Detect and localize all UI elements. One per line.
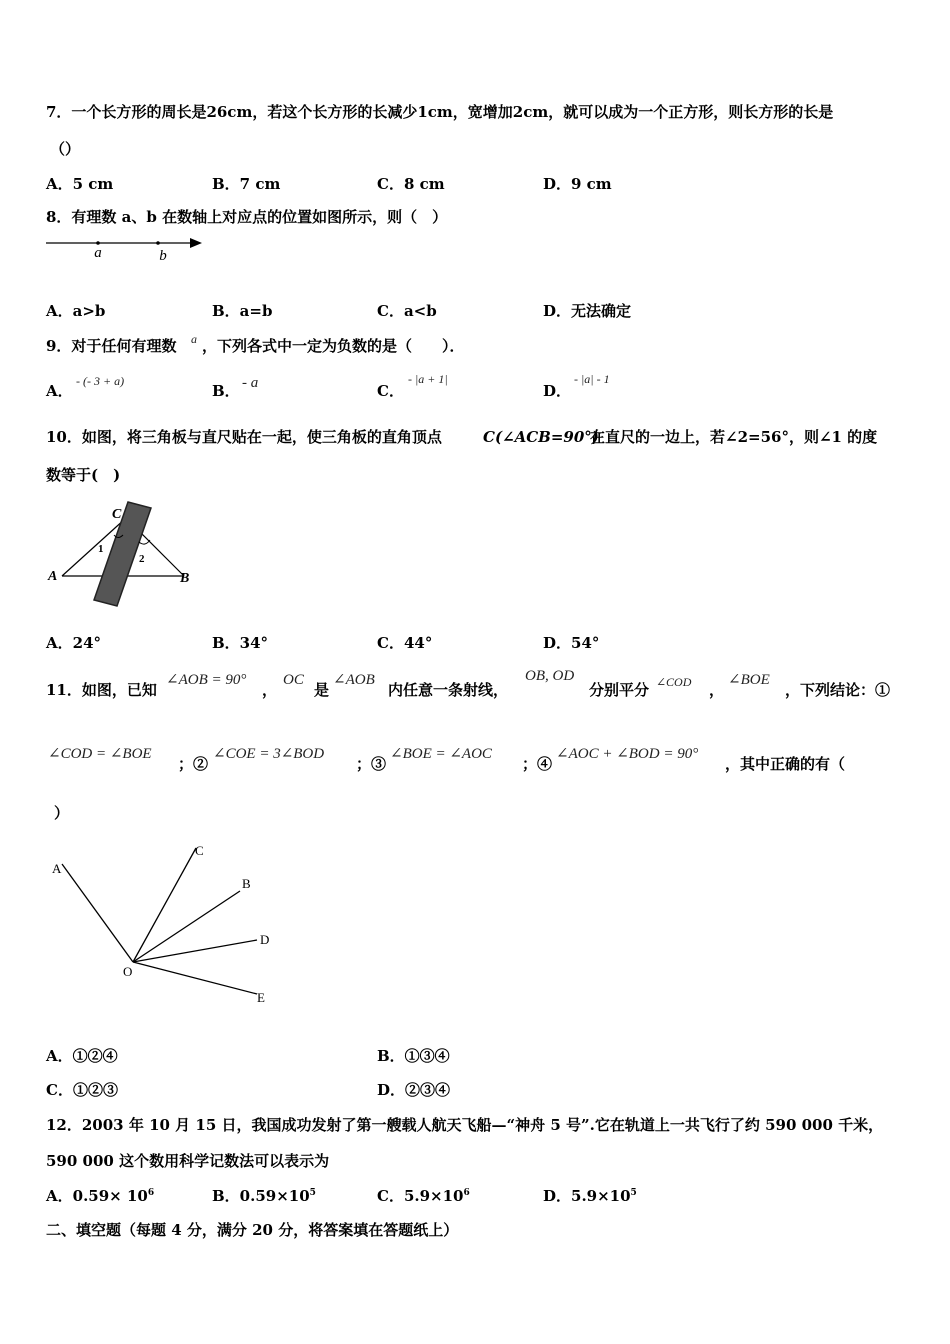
ray-ob — [133, 891, 240, 962]
q9-option-d-expr: - |a| - 1 — [574, 372, 610, 386]
q11-expr-cod: ∠COD — [656, 675, 692, 689]
q11-stem-part5: 分别平分 — [589, 681, 650, 699]
label-c: C — [195, 843, 204, 858]
q11-expr-oc: OC — [283, 672, 304, 688]
q10-option-d: D．54° — [543, 634, 600, 652]
q11-stem-part3: 是 — [314, 681, 330, 699]
q11-option-d: D．②③④ — [377, 1081, 451, 1099]
q8-number-line-figure — [40, 232, 210, 266]
q11-rays-figure — [44, 836, 284, 1012]
label-o: O — [123, 964, 133, 979]
q11-option-b: B．①③④ — [377, 1047, 450, 1065]
q8-option-c: C．a<b — [377, 302, 437, 320]
q11-conclusion-1: ∠COD = ∠BOE — [48, 746, 152, 762]
q11-option-a: A．①②④ — [46, 1047, 118, 1065]
q7-option-c: C．8 cm — [377, 175, 445, 193]
label-2: 2 — [139, 553, 145, 565]
q8-stem: 8．有理数 a、b 在数轴上对应点的位置如图所示，则（ ） — [46, 208, 448, 226]
q11-close-paren: ） — [54, 804, 70, 822]
q10-stem-line1-angle: C(∠ACB=90°) — [483, 428, 599, 446]
q10-stem-line2: 数等于( ) — [46, 466, 121, 484]
q11-stem-part4: 内任意一条射线， — [388, 681, 509, 699]
ray-oc — [133, 848, 196, 962]
q11-conclusion-3: ∠BOE = ∠AOC — [390, 746, 492, 762]
ray-oe — [133, 962, 257, 994]
q9-option-c-expr: - |a + 1| — [408, 372, 448, 386]
q11-conclusion-4: ∠AOC + ∠BOD = 90° — [556, 746, 699, 762]
q11-stem-part7: ，下列结论：① — [785, 681, 891, 699]
q12-option-b: B．$0.59\times 10^5$ — [212, 1187, 316, 1205]
q9-variable: a — [191, 332, 197, 346]
q10-stem-line1-part2: 在直尺的一边上，若∠2=56°，则∠1 的度 — [590, 428, 878, 446]
q12-stem-line2: 590 000 这个数用科学记数法可以表示为 — [46, 1152, 330, 1170]
label-b: b — [159, 248, 167, 264]
q11-option-c: C．①②③ — [46, 1081, 118, 1099]
label-e: E — [257, 990, 265, 1005]
q11-stem-part2: ， — [262, 681, 278, 699]
q12-option-c: C．$5.9\times 10^6$ — [377, 1187, 470, 1205]
q9-stem-part1: 9．对于任何有理数 — [46, 337, 177, 355]
section-2-heading: 二、填空题（每题 4 分，满分 20 分，将答案填在答题纸上） — [46, 1221, 459, 1239]
q9-option-a-letter: A． — [46, 382, 73, 400]
q12-stem-line1: 12．2003 年 10 月 15 日，我国成功发射了第一艘载人航天飞船—“神舟 5 号”.它在轨道上一共飞行了约 590 000 千米， — [46, 1116, 884, 1134]
q7-option-b: B．7 cm — [212, 175, 281, 193]
label-c: C — [112, 507, 122, 522]
point-b — [156, 241, 160, 245]
q11-stem-part1: 11．如图，已知 — [46, 681, 157, 699]
label-b: B — [180, 571, 190, 586]
q9-option-c-letter: C． — [377, 382, 404, 400]
q9-option-b-expr: - a — [242, 375, 259, 391]
q8-option-b: B．a=b — [212, 302, 273, 320]
q8-option-a: A．a>b — [46, 302, 106, 320]
ray-oa — [62, 864, 133, 962]
q11-conclusion-2: ∠COE = 3∠BOD — [213, 746, 325, 762]
q10-stem-line1-part1: 10．如图，将三角板与直尺贴在一起，使三角板的直角顶点 — [46, 428, 442, 446]
q11-sep-2: ；② — [178, 755, 209, 773]
q12-option-d: D．$5.9\times 10^5$ — [543, 1187, 637, 1205]
label-b: B — [242, 876, 251, 891]
q7-stem-line2: （） — [50, 140, 81, 158]
number-line-arrow-icon — [190, 238, 202, 248]
q11-expr-boe: ∠BOE — [728, 672, 770, 688]
q11-expr-ob-od: OB, OD — [525, 668, 575, 684]
q8-option-d: D．无法确定 — [543, 302, 632, 320]
q11-expr-aob-90: ∠AOB = 90° — [166, 672, 247, 688]
q7-option-d: D．9 cm — [543, 175, 612, 193]
label-a: a — [94, 245, 102, 261]
q9-stem-part2: ，下列各式中一定为负数的是（ ）． — [202, 337, 465, 355]
ray-od — [133, 940, 257, 962]
q11-sep-3: ；③ — [356, 755, 387, 773]
label-d: D — [260, 932, 270, 947]
q10-option-c: C．44° — [377, 634, 433, 652]
label-1: 1 — [98, 543, 104, 555]
q7-stem-line1: 7．一个长方形的周长是26cm，若这个长方形的长减少1cm，宽增加2cm，就可以成为一个正方形，则长方形的长是 — [46, 103, 834, 121]
label-a: A — [52, 861, 62, 876]
q12-option-a: A．$0.59\times 10^6$ — [46, 1187, 155, 1205]
q10-option-a: A．24° — [46, 634, 102, 652]
q11-sep-4: ；④ — [522, 755, 553, 773]
q9-option-d-letter: D． — [543, 382, 572, 400]
q11-stem-end: ，其中正确的有（ — [725, 755, 846, 773]
q10-option-b: B．34° — [212, 634, 269, 652]
q7-option-a: A．5 cm — [46, 175, 114, 193]
q11-stem-part6: ， — [709, 681, 725, 699]
q11-expr-aob: ∠AOB — [333, 672, 375, 688]
q9-option-a-expr: - (- 3 + a) — [76, 374, 125, 388]
q10-triangle-ruler-figure — [44, 498, 204, 610]
q9-option-b-letter: B． — [212, 382, 240, 400]
label-a: A — [48, 569, 58, 584]
